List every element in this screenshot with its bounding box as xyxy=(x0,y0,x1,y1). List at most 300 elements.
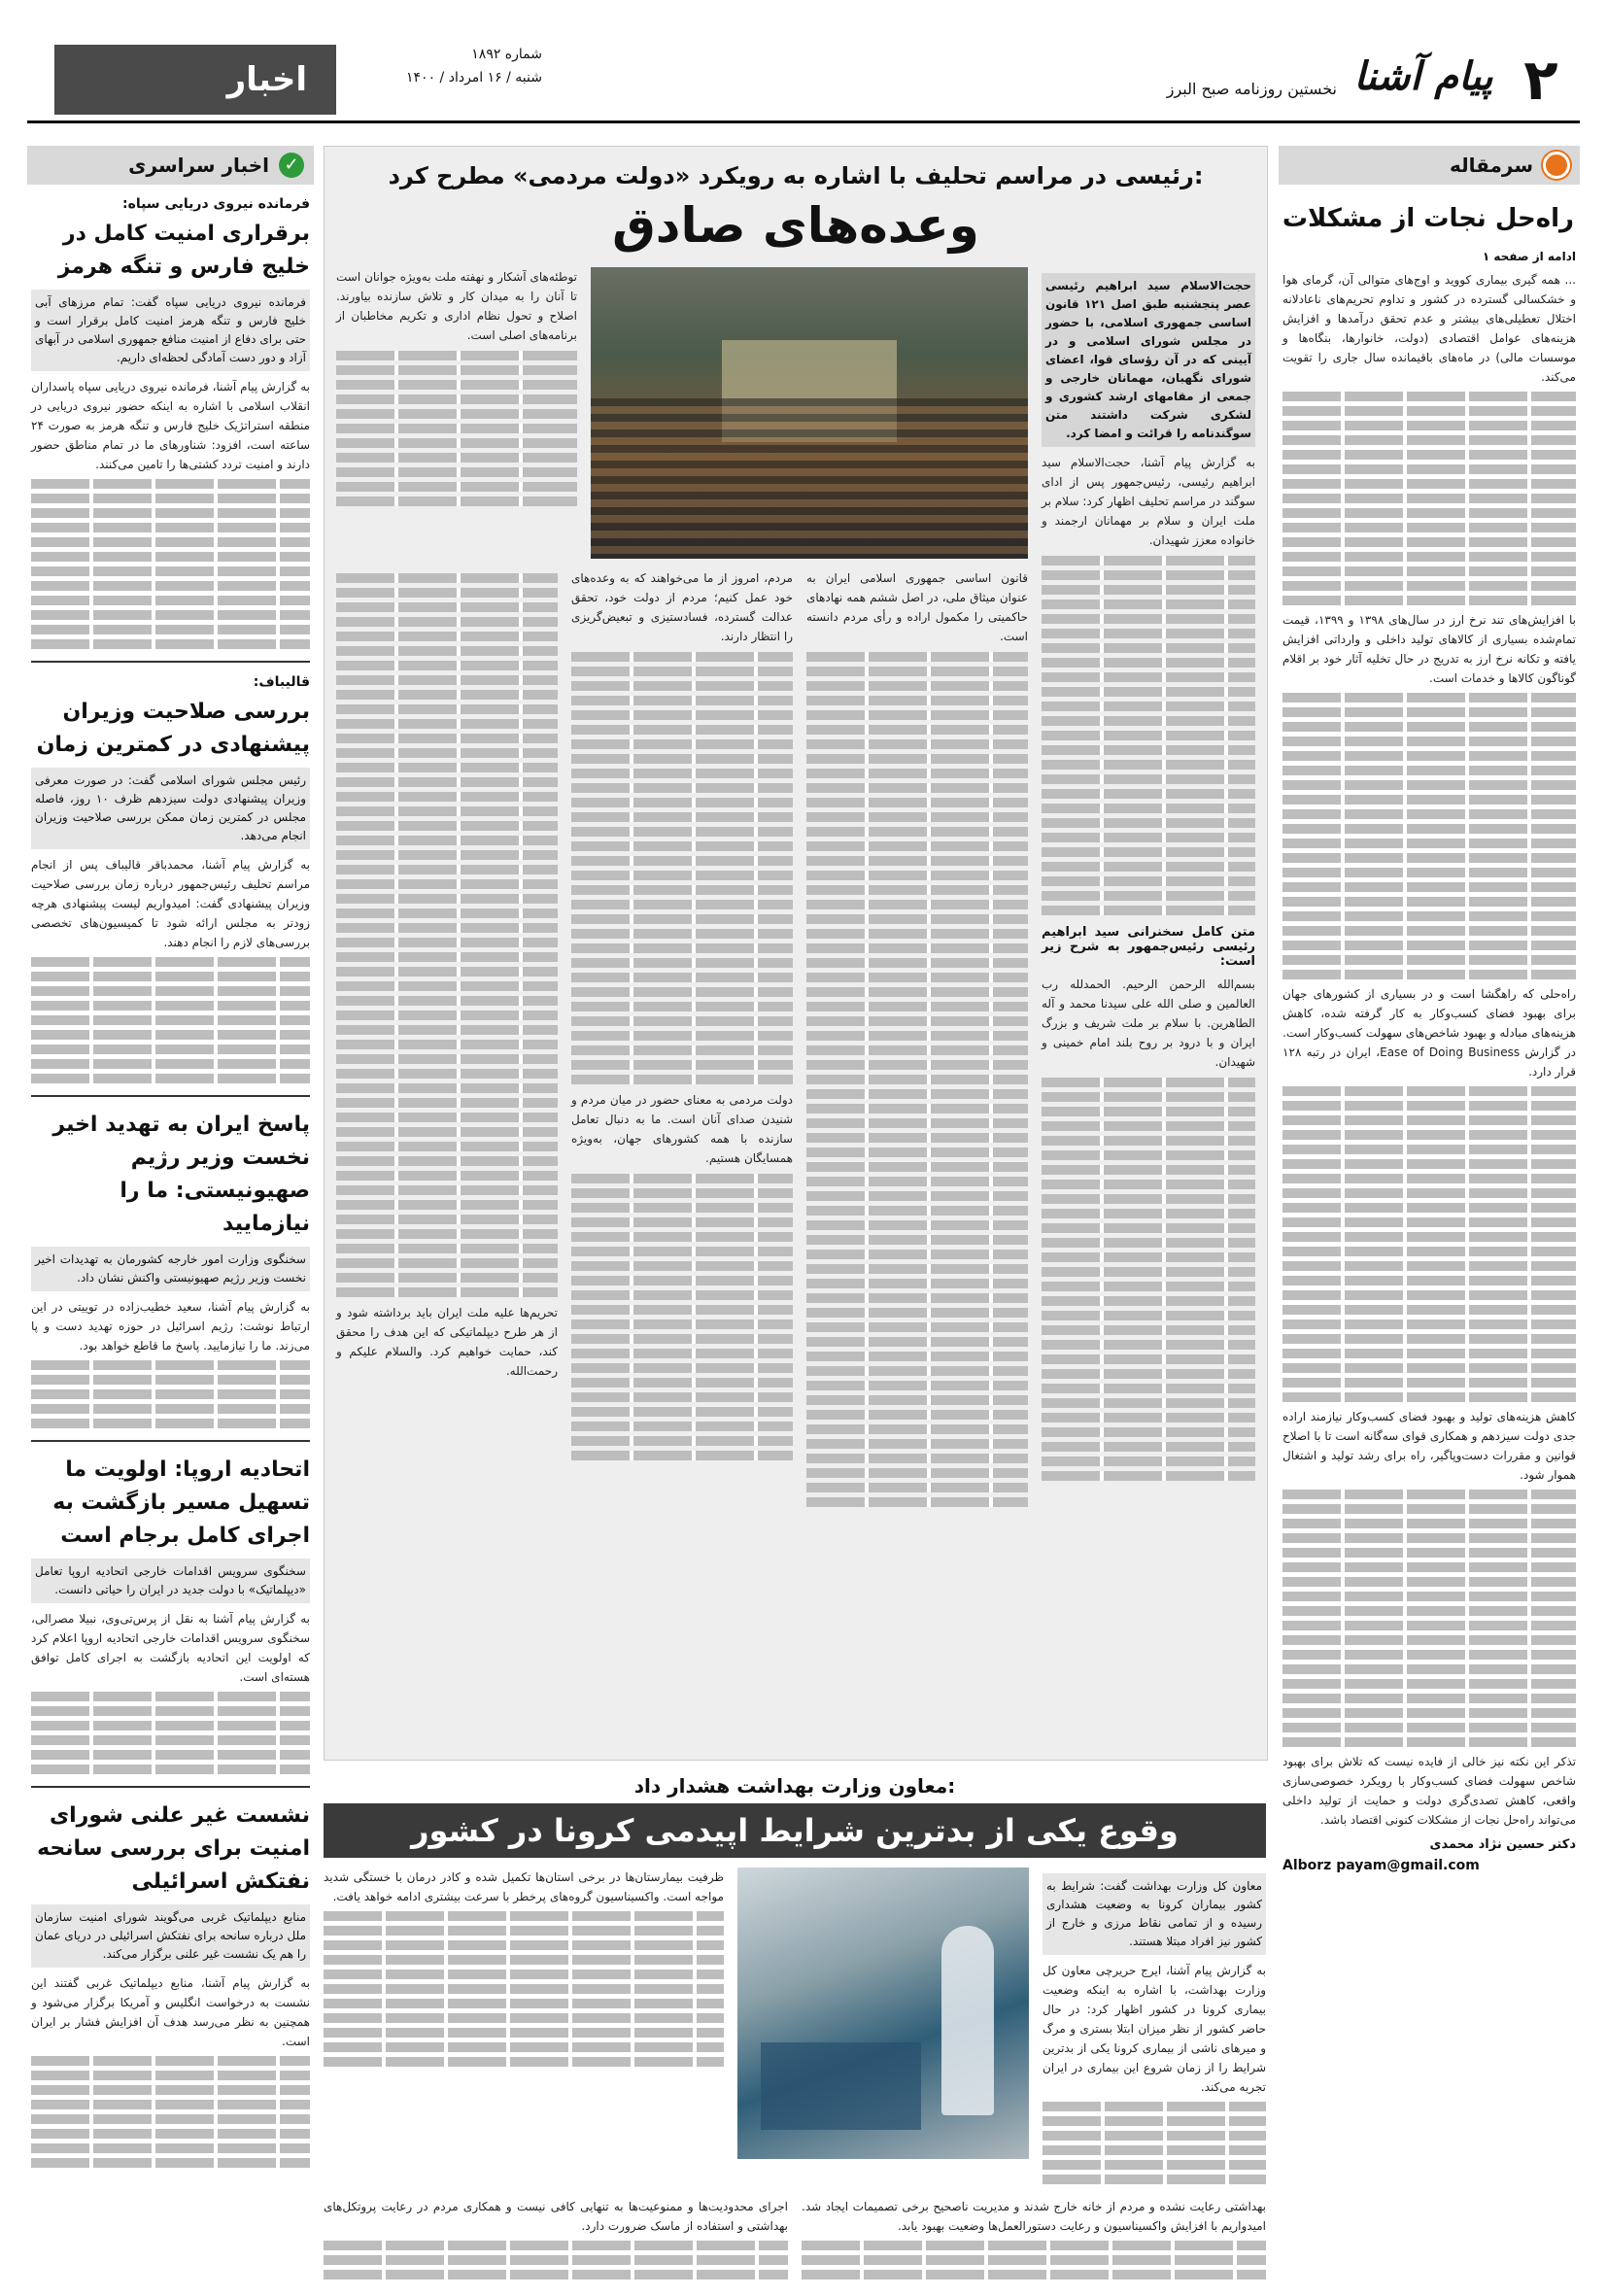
text-line xyxy=(1282,1504,1576,1514)
text-line xyxy=(571,1422,793,1431)
text-line xyxy=(806,841,1028,851)
text-line xyxy=(806,754,1028,764)
text-line xyxy=(336,1156,558,1166)
text-line xyxy=(31,610,310,620)
text-line xyxy=(1282,1247,1576,1256)
text-line xyxy=(806,769,1028,778)
text-line xyxy=(571,1002,793,1011)
text-line xyxy=(1282,941,1576,950)
text-line xyxy=(806,798,1028,807)
text-line xyxy=(31,2129,310,2139)
text-line xyxy=(1042,833,1255,842)
text-line xyxy=(336,1258,558,1268)
text-line xyxy=(1042,891,1255,901)
text-line xyxy=(31,1706,310,1716)
text-line xyxy=(1282,722,1576,732)
text-line xyxy=(1042,1325,1255,1335)
text-line xyxy=(806,871,1028,880)
text-line xyxy=(1042,1238,1255,1248)
newspaper-logo: پیام آشنا xyxy=(1353,53,1493,99)
news-lead: سخنگوی سرویس اقدامات خارجی اتحادیه اروپا تعامل «دیپلماتیک» با دولت جدید در ایران را حیاتی دانست. xyxy=(31,1559,310,1603)
text-line xyxy=(1043,2131,1266,2141)
text-line xyxy=(806,1264,1028,1274)
text-line xyxy=(31,1001,310,1011)
text-line xyxy=(806,1104,1028,1114)
text-line xyxy=(1282,693,1576,703)
text-line xyxy=(806,1352,1028,1361)
text-line xyxy=(806,1497,1028,1507)
photo-detail xyxy=(941,1926,994,2115)
text-line xyxy=(1282,737,1576,746)
text-line xyxy=(806,1045,1028,1055)
text-line xyxy=(31,2085,310,2095)
text-line xyxy=(336,1054,558,1064)
text-line xyxy=(1282,1115,1576,1125)
hospital-photo xyxy=(737,1868,1029,2159)
text-line xyxy=(1042,1456,1255,1466)
text-line xyxy=(571,652,793,662)
text-line xyxy=(1282,926,1576,936)
text-line xyxy=(336,734,558,743)
text-line xyxy=(324,1911,724,1921)
text-line xyxy=(1042,556,1255,565)
text-line xyxy=(1282,1592,1576,1601)
text-line xyxy=(802,2255,1266,2265)
text-line xyxy=(571,725,793,735)
text-line xyxy=(336,632,558,641)
main-subhead: متن کامل سخنرانی سید ابراهیم رئیسی رئیس‌جمهور به شرح زیر است: xyxy=(1042,925,1255,969)
news-title: بررسی صلاحیت وزیران پیشنهادی در کمترین زمان xyxy=(36,700,310,757)
text-line xyxy=(1042,600,1255,609)
text-line xyxy=(31,1419,310,1428)
text-line xyxy=(806,856,1028,866)
text-line xyxy=(806,827,1028,837)
editorial-paragraph: ... همه گیری بیماری کووید و اوج‌های متوالی آن، گرمای هوا و خشکسالی گسترده در کشور و تداوم تحریم‌های ناعادلانه اختلال تعطیلی‌های بیشتر و عدم تحقق درآمدها و افزایش هزینه‌های عوامل اقتصادی (دولت، خانوارها، بنگاه‌ها و موسسات مالی) در ماه‌های باقیمانده سال جاری را تقویت می‌کند. xyxy=(1282,273,1576,384)
text-line xyxy=(571,739,793,749)
news-body: به گزارش پیام آشنا، محمدباقر قالیباف پس از انجام مراسم تحلیف رئیس‌جمهور درباره زمان بررسی صلاحیت وزیران پیشنهادی گفت: امیدواریم لیست پیشنهادی هرچه زودتر به مجلس ارائه شود تا کمیسیون‌های تخصصی بررسی‌های لازم را انجام دهند. xyxy=(31,858,310,949)
text-line xyxy=(1042,1442,1255,1452)
text-line xyxy=(571,798,793,807)
text-line xyxy=(571,914,793,924)
author-email[interactable]: Alborz payam@gmail.com xyxy=(1282,1858,1480,1873)
text-line xyxy=(571,667,793,676)
text-line xyxy=(1042,745,1255,755)
text-line xyxy=(336,1113,558,1122)
text-line xyxy=(336,588,558,598)
text-line xyxy=(1282,1694,1576,1703)
text-line xyxy=(1282,494,1576,503)
main-paragraph: بسم‌الله الرحمن الرحیم. الحمدلله رب العالمین و صلی الله علی سیدنا محمد و آله الطاهرین. با سلام بر ملت شریف و بزرگ ایران و با درود بر روح بلند امام خمینی و شهیدان. xyxy=(1042,977,1255,1069)
text-line xyxy=(1282,1490,1576,1499)
news-header xyxy=(27,146,314,185)
text-line xyxy=(336,394,577,404)
text-line xyxy=(1042,1194,1255,1204)
text-line xyxy=(1042,643,1255,653)
text-line xyxy=(806,1089,1028,1099)
text-line xyxy=(806,667,1028,676)
text-line xyxy=(1282,897,1576,907)
text-line xyxy=(336,704,558,714)
text-line xyxy=(31,986,310,996)
text-line xyxy=(806,1293,1028,1303)
text-line xyxy=(1042,1165,1255,1175)
text-line xyxy=(1282,464,1576,474)
bottom-paragraph: ظرفیت بیمارستان‌ها در برخی استان‌ها تکمیل شده و کادر درمان با خستگی شدید مواجه است. واکسیناسیون گروه‌های پرخطر با سرعت بیشتری ادامه خواهد یافت. xyxy=(324,1870,724,1903)
text-line xyxy=(571,1016,793,1026)
text-line xyxy=(806,1148,1028,1157)
text-line xyxy=(806,1454,1028,1463)
text-line xyxy=(1042,1180,1255,1189)
text-line xyxy=(806,783,1028,793)
text-line xyxy=(806,1016,1028,1026)
text-line xyxy=(31,2114,310,2124)
text-line xyxy=(1042,862,1255,872)
text-line xyxy=(571,710,793,720)
text-line xyxy=(336,1127,558,1137)
bottom-paragraph: به گزارش پیام آشنا، ایرج حریرچی معاون کل وزارت بهداشت، با اشاره به اینکه وضعیت بیماری کرونا در کشور اظهار کرد: در حال حاضر کشور از نظر میزان ابتلا بستری و مرگ و میرهای ناشی از بیماری کرونا یکی از بدترین شرایط را از زمان شروع این بیماری در ایران تجربه می‌کند. xyxy=(1043,1964,1266,2094)
text-line xyxy=(1042,804,1255,813)
news-title: اتحادیه اروپا: اولویت ما تسهیل مسیر بازگشت به اجرای کامل برجام است xyxy=(52,1457,310,1548)
photo-detail xyxy=(591,398,1028,559)
text-line xyxy=(1282,868,1576,877)
text-line xyxy=(336,1171,558,1181)
bottom-story xyxy=(324,1768,1266,2269)
text-line xyxy=(336,1069,558,1079)
text-line xyxy=(571,1031,793,1041)
text-line xyxy=(31,2071,310,2080)
text-line xyxy=(806,1060,1028,1070)
text-line xyxy=(1282,1319,1576,1329)
editorial-paragraph: راه‌حلی که راهگشا است و در بسیاری از کشورهای جهان برای بهبود فضای کسب‌وکار به کار گرفته شده، کاهش هزینه‌های مبادله و بهبود شاخص‌های سهولت کسب‌وکار است. در گزارش Ease of Doing Business، ایران در رتبه ۱۲۸ قرار دارد. xyxy=(1282,987,1576,1079)
text-line xyxy=(571,1378,793,1388)
text-line xyxy=(806,943,1028,953)
text-line xyxy=(1282,537,1576,547)
text-line xyxy=(31,1721,310,1731)
news-section-label: اخبار سراسری xyxy=(128,154,269,177)
news-lead: رئیس مجلس شورای اسلامی گفت: در صورت معرفی وزیران پیشنهادی دولت سیزدهم ظرف ۱۰ روز، فاصله مجلس در کمترین زمان ممکن بررسی صلاحیت وزیران انجام می‌دهد. xyxy=(31,768,310,849)
text-line xyxy=(571,783,793,793)
text-line xyxy=(806,958,1028,968)
text-line xyxy=(31,552,310,562)
text-line xyxy=(806,900,1028,909)
text-line xyxy=(31,1074,310,1083)
text-line xyxy=(571,1247,793,1256)
text-line xyxy=(571,1290,793,1300)
text-line xyxy=(324,2270,788,2279)
text-line xyxy=(31,1015,310,1025)
text-line xyxy=(1042,1340,1255,1350)
text-line xyxy=(1282,824,1576,834)
text-line xyxy=(336,923,558,933)
text-line xyxy=(1282,1232,1576,1242)
issue-number: شماره ۱۸۹۲ xyxy=(471,47,542,62)
text-line xyxy=(571,1060,793,1070)
text-line xyxy=(31,2056,310,2066)
text-line xyxy=(806,1308,1028,1318)
text-line xyxy=(1042,760,1255,770)
text-line xyxy=(1282,1392,1576,1402)
text-line xyxy=(571,958,793,968)
text-line xyxy=(1282,1708,1576,1718)
text-line xyxy=(336,1229,558,1239)
text-line xyxy=(1282,1548,1576,1558)
text-line xyxy=(1282,766,1576,775)
text-line xyxy=(324,1970,724,1979)
text-line xyxy=(1042,1369,1255,1379)
text-line xyxy=(1042,1150,1255,1160)
news-title: نشست غیر علنی شورای امنیت برای بررسی سانحه نفتکش اسرائیلی xyxy=(37,1803,310,1894)
news-body: به گزارش پیام آشنا به نقل از پرس‌تی‌وی، نبیلا مصرالی، سخنگوی سرویس اقدامات خارجی اتحادیه اروپا اعلام کرد که اولویت این اتحادیه بازگشت به اجرای کامل توافق هسته‌ای است. xyxy=(31,1612,310,1684)
text-line xyxy=(1282,1188,1576,1198)
page-number: ۲ xyxy=(1523,47,1558,113)
main-story xyxy=(324,146,1268,1761)
text-line xyxy=(1282,1174,1576,1183)
bottom-paragraph: اجرای محدودیت‌ها و ممنوعیت‌ها به تنهایی کافی نیست و همکاری مردم در رعایت پروتکل‌های بهداشتی و استفاده از ماسک ضرورت دارد. xyxy=(324,2200,788,2233)
text-line xyxy=(336,1244,558,1253)
text-line xyxy=(806,1279,1028,1288)
text-line xyxy=(31,1404,310,1414)
text-line xyxy=(1042,716,1255,726)
text-line xyxy=(806,710,1028,720)
text-line xyxy=(1282,911,1576,921)
text-line xyxy=(31,1375,310,1385)
text-line xyxy=(336,1011,558,1020)
text-line xyxy=(1042,906,1255,915)
news-kicker: فرمانده نیروی دریایی سپاه: xyxy=(121,196,310,212)
editorial-paragraph: تذکر این نکته نیز خالی از فایده نیست که تلاش برای بهبود شاخص سهولت فضای کسب‌وکار با رویکرد خصوصی‌سازی واقعی، کاهش تصدی‌گری دولت و حمایت از تولید داخلی می‌تواند راه‌حل نجات از مشکلات کنونی اقتصاد باشد. xyxy=(1282,1755,1576,1827)
bottom-lead: معاون کل وزارت بهداشت گفت: شرایط به کشور بیماران کرونا به وضعیت هشداری رسیده و از تمامی نقاط مرزی و خارج از کشور نیز افراد مبتلا هستند. xyxy=(1043,1873,1266,1955)
text-line xyxy=(1042,847,1255,857)
photo-detail xyxy=(761,2042,921,2130)
text-line xyxy=(1042,1296,1255,1306)
text-line xyxy=(1282,1679,1576,1689)
editorial-label: سرمقاله xyxy=(1449,154,1533,177)
text-line xyxy=(31,972,310,981)
text-line xyxy=(571,1261,793,1271)
text-line xyxy=(1042,570,1255,580)
text-line xyxy=(806,973,1028,982)
text-line xyxy=(571,696,793,705)
text-line xyxy=(806,681,1028,691)
text-line xyxy=(802,2270,1266,2279)
text-line xyxy=(336,365,577,375)
text-line xyxy=(571,827,793,837)
text-line xyxy=(1282,970,1576,979)
text-line xyxy=(336,1200,558,1210)
text-line xyxy=(1042,1121,1255,1131)
text-line xyxy=(1042,629,1255,638)
text-line xyxy=(806,1439,1028,1449)
text-line xyxy=(806,1424,1028,1434)
text-line xyxy=(802,2241,1266,2250)
text-line xyxy=(571,900,793,909)
news-lead: سخنگوی وزارت امور خارجه کشورمان به تهدیدات اخیر نخست وزیر رژیم صهیونیستی واکنش نشان داد. xyxy=(31,1247,310,1291)
text-line xyxy=(806,1191,1028,1201)
text-line xyxy=(31,2158,310,2168)
main-paragraph: به گزارش پیام آشنا، حجت‌الاسلام سید ابراهیم رئیسی، رئیس‌جمهور پس از ادای سوگند در مراسم تحلیف اظهار کرد: سلام بر ملت ایران و سلام بر مهمانان ارجمند و خانواده معزز شهیدان. xyxy=(1042,456,1255,547)
text-line xyxy=(1282,596,1576,605)
bottom-title: وقوع یکی از بدترین شرایط اپیدمی کرونا در کشور xyxy=(324,1803,1266,1858)
text-line xyxy=(324,2057,724,2067)
text-line xyxy=(1282,1101,1576,1111)
text-line xyxy=(1282,1276,1576,1285)
text-line xyxy=(571,1203,793,1213)
text-line xyxy=(1282,1737,1576,1747)
text-line xyxy=(336,497,577,506)
text-line xyxy=(1282,1723,1576,1732)
text-line xyxy=(336,1287,558,1297)
text-line xyxy=(336,836,558,845)
text-line xyxy=(1282,1378,1576,1388)
text-line xyxy=(571,1319,793,1329)
issue-date: شنبه / ۱۶ امرداد / ۱۴۰۰ xyxy=(406,70,542,86)
text-line xyxy=(1042,687,1255,697)
text-line xyxy=(336,661,558,670)
text-line xyxy=(806,739,1028,749)
target-icon xyxy=(1543,152,1570,179)
text-line xyxy=(324,1984,724,1994)
text-line xyxy=(336,967,558,977)
text-line xyxy=(31,523,310,532)
news-title: برقراری امنیت کامل در خلیج فارس و تنگه هرمز xyxy=(57,222,310,279)
bottom-kicker: معاون وزارت بهداشت هشدار داد: xyxy=(633,1774,956,1798)
text-line xyxy=(324,2255,788,2265)
text-line xyxy=(571,812,793,822)
text-line xyxy=(31,494,310,503)
text-line xyxy=(571,856,793,866)
tagline: نخستین روزنامه صبح البرز xyxy=(1166,80,1337,98)
text-line xyxy=(806,1002,1028,1011)
text-line xyxy=(1282,406,1576,416)
text-line xyxy=(806,725,1028,735)
text-line xyxy=(1042,1267,1255,1277)
text-line xyxy=(336,602,558,612)
text-line xyxy=(1042,1223,1255,1233)
text-line xyxy=(1282,1203,1576,1213)
text-line xyxy=(571,929,793,939)
text-line xyxy=(806,1206,1028,1216)
text-line xyxy=(1282,421,1576,430)
text-line xyxy=(336,1185,558,1195)
text-line xyxy=(1282,780,1576,790)
text-line xyxy=(1282,435,1576,445)
text-line xyxy=(1282,882,1576,892)
text-line xyxy=(1042,702,1255,711)
text-line xyxy=(324,2028,724,2038)
text-line xyxy=(806,696,1028,705)
text-line xyxy=(31,596,310,605)
text-line xyxy=(31,1045,310,1054)
main-paragraph: دولت مردمی به معنای حضور در میان مردم و شنیدن صدای آنان است. ما به دنبال تعامل سازنده با همه کشورهای جهان، به‌ویژه همسایگان هستیم. xyxy=(571,1093,793,1165)
text-line xyxy=(1282,839,1576,848)
text-line xyxy=(806,914,1028,924)
text-line xyxy=(571,681,793,691)
text-line xyxy=(1282,1635,1576,1645)
text-line xyxy=(1282,1519,1576,1528)
text-line xyxy=(571,1407,793,1417)
text-line xyxy=(1282,1621,1576,1630)
text-line xyxy=(336,1273,558,1283)
text-line xyxy=(336,821,558,831)
text-line xyxy=(806,1177,1028,1186)
text-line xyxy=(571,1217,793,1227)
text-line xyxy=(1042,1427,1255,1437)
text-line xyxy=(31,2100,310,2109)
text-line xyxy=(1282,1334,1576,1344)
text-line xyxy=(806,1337,1028,1347)
text-line xyxy=(1282,1159,1576,1169)
text-line xyxy=(1042,731,1255,740)
text-line xyxy=(571,1451,793,1460)
text-line xyxy=(336,806,558,816)
text-line xyxy=(1042,1078,1255,1087)
text-line xyxy=(336,409,577,419)
text-line xyxy=(1042,585,1255,595)
news-body: به گزارش پیام آشنا، فرمانده نیروی دریایی سپاه پاسداران انقلاب اسلامی با اشاره به اینکه حضور نیروی دریایی در منطقه استراتژیک خلیج فارس و تنگه هرمز به صورت ۲۴ ساعته است، افزود: شناورهای ما در تمام مناطق حضور دارند و امنیت تردد کشتی‌ها را تامین می‌کنند. xyxy=(31,380,310,471)
text-line xyxy=(31,1765,310,1774)
text-line xyxy=(336,467,577,477)
text-line xyxy=(1042,1471,1255,1481)
text-line xyxy=(571,769,793,778)
text-line xyxy=(336,380,577,390)
text-line xyxy=(571,1232,793,1242)
text-line xyxy=(31,479,310,489)
text-line xyxy=(571,1305,793,1315)
text-line xyxy=(336,938,558,947)
text-line xyxy=(1042,1398,1255,1408)
text-line xyxy=(1043,2116,1266,2126)
text-line xyxy=(571,1174,793,1183)
text-line xyxy=(1282,581,1576,591)
text-line xyxy=(1282,479,1576,489)
text-line xyxy=(336,865,558,874)
text-line xyxy=(1042,1311,1255,1320)
news-body: به گزارش پیام آشنا، سعید خطیب‌زاده در توییتی در این ارتباط نوشت: رژیم اسرائیل در حوزه تهدید دست و پا می‌زند. ما را نیازمایید. پاسخ ما قاطع خواهد بود. xyxy=(31,1300,310,1353)
text-line xyxy=(1282,392,1576,401)
main-kicker: رئیسی در مراسم تحلیف با اشاره به رویکرد «دولت مردمی» مطرح کرد: xyxy=(388,162,1204,189)
masthead xyxy=(27,39,1580,123)
text-line xyxy=(806,929,1028,939)
text-line xyxy=(336,1098,558,1108)
text-line xyxy=(31,639,310,649)
text-line xyxy=(31,537,310,547)
text-line xyxy=(336,763,558,772)
text-line xyxy=(1282,1290,1576,1300)
text-line xyxy=(1282,1533,1576,1543)
text-line xyxy=(31,1389,310,1399)
text-line xyxy=(806,1235,1028,1245)
text-line xyxy=(1042,614,1255,624)
text-line xyxy=(806,812,1028,822)
text-line xyxy=(1042,1413,1255,1422)
text-line xyxy=(1282,751,1576,761)
text-line xyxy=(324,2013,724,2023)
news-title: پاسخ ایران به تهدید اخیر نخست وزیر رژیم صهیونیستی: ما را نیازمایید xyxy=(52,1113,310,1236)
text-line xyxy=(1282,853,1576,863)
text-line xyxy=(1042,1354,1255,1364)
text-line xyxy=(806,1250,1028,1259)
text-line xyxy=(571,841,793,851)
text-line xyxy=(336,777,558,787)
text-line xyxy=(336,646,558,656)
text-line xyxy=(336,748,558,758)
news-column xyxy=(27,146,314,2269)
text-line xyxy=(336,879,558,889)
text-line xyxy=(1282,1349,1576,1358)
text-line xyxy=(1042,1384,1255,1393)
text-line xyxy=(1282,1217,1576,1227)
text-line xyxy=(336,1025,558,1035)
